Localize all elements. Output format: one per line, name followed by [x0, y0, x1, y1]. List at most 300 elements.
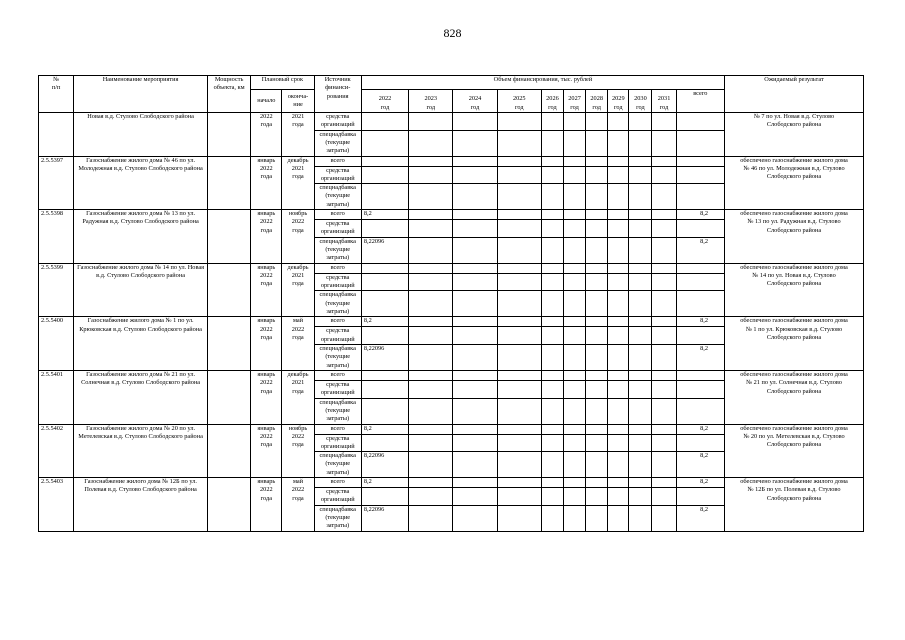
amount-year	[586, 370, 608, 380]
amount-year	[652, 505, 676, 531]
amount-year	[497, 370, 541, 380]
amount-year	[453, 273, 497, 291]
amount-year	[409, 434, 453, 452]
amount-year	[629, 317, 652, 327]
amount-year	[409, 156, 453, 166]
amount-year	[497, 130, 541, 156]
amount-2022: 8,22096	[361, 505, 408, 531]
table-row	[39, 478, 864, 488]
period-start: 2022 года	[251, 113, 282, 157]
amount-year	[541, 505, 563, 531]
header-year: 2031 год	[652, 90, 676, 113]
amount-year	[586, 210, 608, 220]
amount-year	[409, 113, 453, 131]
amount-year	[453, 291, 497, 317]
amount-year	[652, 398, 676, 424]
amount-year	[608, 184, 629, 210]
amount-2022	[361, 398, 408, 424]
header-num: № п/п	[39, 76, 74, 113]
amount-year	[608, 478, 629, 488]
amount-year	[564, 237, 586, 263]
amount-year	[652, 237, 676, 263]
amount-year	[564, 166, 586, 184]
period-start: январь 2022 года	[251, 156, 282, 210]
amount-year	[541, 291, 563, 317]
amount-year	[586, 344, 608, 370]
amount-year	[564, 156, 586, 166]
header-result: Ожидаемый результат	[725, 76, 864, 113]
amount-year	[409, 344, 453, 370]
amount-year	[453, 156, 497, 166]
amount-year	[652, 210, 676, 220]
amount-year	[541, 398, 563, 424]
amount-year	[453, 317, 497, 327]
amount-year	[453, 263, 497, 273]
amount-year	[409, 130, 453, 156]
amount-year	[629, 478, 652, 488]
amount-year	[453, 220, 497, 238]
amount-year	[629, 237, 652, 263]
amount-year	[586, 184, 608, 210]
amount-year	[608, 237, 629, 263]
amount-year	[652, 478, 676, 488]
funding-source: спецнадбавка (текущие затраты)	[314, 344, 361, 370]
amount-2022	[361, 327, 408, 345]
amount-year	[564, 434, 586, 452]
amount-year	[586, 398, 608, 424]
amount-year	[608, 166, 629, 184]
funding-source: спецнадбавка (текущие затраты)	[314, 291, 361, 317]
amount-year	[453, 166, 497, 184]
amount-year	[497, 398, 541, 424]
event-name: Газоснабжение жилого дома № 20 по ул. Метелевская в.д. Стулово Слободского района	[74, 424, 208, 478]
event-name: Газоснабжение жилого дома № 14 по ул. Новая в.д. Стулово Слободского района	[74, 263, 208, 317]
amount-year	[586, 488, 608, 506]
event-name: Газоснабжение жилого дома № 21 по ул. Солнечная в.д. Стулово Слободского района	[74, 370, 208, 424]
amount-year	[409, 263, 453, 273]
period-start: январь 2022 года	[251, 370, 282, 424]
funding-source: средства организаций	[314, 273, 361, 291]
funding-source: спецнадбавка (текущие затраты)	[314, 505, 361, 531]
amount-year	[652, 184, 676, 210]
amount-year	[453, 452, 497, 478]
amount-year	[586, 505, 608, 531]
table-row	[39, 263, 864, 273]
amount-year	[409, 452, 453, 478]
period-start: январь 2022 года	[251, 424, 282, 478]
amount-year	[608, 370, 629, 380]
amount-total	[676, 184, 724, 210]
amount-total: 8,2	[676, 505, 724, 531]
amount-year	[453, 113, 497, 131]
header-year: 2023 год	[409, 90, 453, 113]
header-year: 2028 год	[586, 90, 608, 113]
funding-source: средства организаций	[314, 220, 361, 238]
amount-year	[608, 488, 629, 506]
header-period-end: оконча- ние	[282, 90, 314, 113]
amount-year	[586, 273, 608, 291]
period-end: ноябрь 2022 года	[282, 210, 314, 264]
amount-year	[586, 327, 608, 345]
amount-total	[676, 273, 724, 291]
amount-year	[497, 184, 541, 210]
amount-year	[586, 220, 608, 238]
amount-year	[453, 237, 497, 263]
period-end: май 2022 года	[282, 478, 314, 532]
amount-year	[629, 220, 652, 238]
amount-year	[409, 210, 453, 220]
amount-year	[586, 424, 608, 434]
period-end: ноябрь 2022 года	[282, 424, 314, 478]
amount-2022: 8,2	[361, 210, 408, 220]
amount-year	[629, 130, 652, 156]
amount-total: 8,2	[676, 478, 724, 488]
amount-year	[586, 166, 608, 184]
amount-2022: 8,22096	[361, 452, 408, 478]
page-number: 828	[443, 26, 462, 40]
amount-year	[453, 184, 497, 210]
amount-year	[652, 452, 676, 478]
amount-year	[497, 434, 541, 452]
amount-2022: 8,2	[361, 478, 408, 488]
amount-year	[586, 237, 608, 263]
amount-year	[629, 210, 652, 220]
period-end: декабрь 2021 года	[282, 370, 314, 424]
amount-year	[453, 380, 497, 398]
amount-year	[453, 344, 497, 370]
amount-total: 8,2	[676, 452, 724, 478]
funding-source: средства организаций	[314, 488, 361, 506]
header-year: 2026 год	[541, 90, 563, 113]
amount-2022	[361, 166, 408, 184]
table-row	[39, 113, 864, 131]
amount-year	[608, 434, 629, 452]
table-row	[39, 424, 864, 434]
amount-year	[453, 210, 497, 220]
amount-year	[541, 273, 563, 291]
amount-total	[676, 263, 724, 273]
amount-year	[652, 434, 676, 452]
amount-year	[608, 113, 629, 131]
amount-year	[608, 156, 629, 166]
amount-year	[541, 166, 563, 184]
header-period-start: начало	[251, 90, 282, 113]
funding-source: средства организаций	[314, 166, 361, 184]
amount-year	[409, 220, 453, 238]
table-row	[39, 317, 864, 327]
amount-2022: 8,22096	[361, 344, 408, 370]
amount-year	[564, 344, 586, 370]
amount-2022	[361, 434, 408, 452]
amount-year	[608, 291, 629, 317]
amount-2022	[361, 113, 408, 131]
amount-total	[676, 434, 724, 452]
amount-year	[652, 166, 676, 184]
row-number: 2.5.5398	[39, 210, 74, 264]
amount-year	[652, 380, 676, 398]
amount-year	[453, 434, 497, 452]
amount-year	[564, 184, 586, 210]
amount-year	[652, 156, 676, 166]
amount-year	[652, 317, 676, 327]
amount-total	[676, 220, 724, 238]
amount-year	[564, 478, 586, 488]
table-row	[39, 370, 864, 380]
amount-year	[586, 452, 608, 478]
amount-total	[676, 113, 724, 131]
financing-table	[38, 75, 864, 532]
amount-year	[541, 156, 563, 166]
amount-year	[541, 370, 563, 380]
amount-year	[564, 398, 586, 424]
table-row	[39, 156, 864, 166]
amount-year	[629, 380, 652, 398]
row-number: 2.5.5401	[39, 370, 74, 424]
amount-year	[586, 478, 608, 488]
period-start: январь 2022 года	[251, 478, 282, 532]
capacity	[207, 370, 250, 424]
amount-year	[541, 113, 563, 131]
amount-total	[676, 370, 724, 380]
amount-year	[497, 452, 541, 478]
amount-year	[652, 370, 676, 380]
amount-year	[629, 166, 652, 184]
amount-year	[453, 370, 497, 380]
header-year: 2030 год	[629, 90, 652, 113]
funding-source: всего	[314, 156, 361, 166]
row-number	[39, 113, 74, 157]
amount-year	[608, 130, 629, 156]
amount-2022	[361, 273, 408, 291]
amount-year	[541, 130, 563, 156]
funding-source: всего	[314, 263, 361, 273]
amount-year	[409, 424, 453, 434]
header-name: Наименование мероприятия	[74, 76, 208, 113]
amount-year	[564, 370, 586, 380]
funding-source: спецнадбавка (текущие затраты)	[314, 452, 361, 478]
row-number: 2.5.5400	[39, 317, 74, 371]
amount-year	[629, 263, 652, 273]
header-period: Плановый срок	[251, 76, 314, 90]
amount-year	[586, 380, 608, 398]
amount-year	[652, 424, 676, 434]
amount-year	[564, 452, 586, 478]
amount-total	[676, 291, 724, 317]
amount-year	[652, 130, 676, 156]
amount-total	[676, 166, 724, 184]
amount-year	[409, 327, 453, 345]
amount-year	[608, 327, 629, 345]
amount-year	[564, 113, 586, 131]
amount-year	[652, 327, 676, 345]
amount-year	[564, 317, 586, 327]
amount-year	[409, 398, 453, 424]
amount-year	[652, 263, 676, 273]
amount-year	[564, 327, 586, 345]
period-start: январь 2022 года	[251, 317, 282, 371]
amount-year	[629, 452, 652, 478]
amount-year	[409, 291, 453, 317]
amount-year	[541, 210, 563, 220]
amount-year	[564, 291, 586, 317]
amount-year	[629, 291, 652, 317]
event-name: Газоснабжение жилого дома № 13 по ул. Радужная в.д. Стулово Слободского района	[74, 210, 208, 264]
amount-total	[676, 156, 724, 166]
event-name: Газоснабжение жилого дома № 12Б по ул. Полевая в.д. Стулово Слободского района	[74, 478, 208, 532]
amount-year	[541, 488, 563, 506]
amount-year	[586, 434, 608, 452]
amount-total: 8,2	[676, 317, 724, 327]
funding-source: спецнадбавка (текущие затраты)	[314, 184, 361, 210]
amount-year	[586, 113, 608, 131]
amount-year	[586, 130, 608, 156]
header-year: 2027 год	[564, 90, 586, 113]
amount-year	[564, 220, 586, 238]
capacity	[207, 424, 250, 478]
amount-2022: 8,2	[361, 424, 408, 434]
amount-year	[608, 344, 629, 370]
amount-year	[629, 184, 652, 210]
amount-year	[541, 220, 563, 238]
amount-year	[608, 424, 629, 434]
amount-year	[629, 344, 652, 370]
period-end: май 2022 года	[282, 317, 314, 371]
amount-year	[453, 478, 497, 488]
amount-year	[608, 210, 629, 220]
amount-year	[453, 130, 497, 156]
event-name: Газоснабжение жилого дома № 46 по ул. Молодежная в.д. Стулово Слободского района	[74, 156, 208, 210]
amount-year	[629, 398, 652, 424]
amount-year	[409, 237, 453, 263]
amount-year	[652, 113, 676, 131]
amount-year	[608, 263, 629, 273]
row-number: 2.5.5402	[39, 424, 74, 478]
amount-year	[409, 317, 453, 327]
amount-year	[497, 263, 541, 273]
amount-year	[541, 237, 563, 263]
amount-year	[564, 210, 586, 220]
amount-year	[564, 488, 586, 506]
funding-source: спецнадбавка (текущие затраты)	[314, 398, 361, 424]
amount-year	[629, 113, 652, 131]
amount-year	[652, 273, 676, 291]
amount-year	[586, 156, 608, 166]
amount-year	[652, 488, 676, 506]
amount-year	[541, 184, 563, 210]
amount-year	[453, 505, 497, 531]
amount-year	[629, 505, 652, 531]
funding-source: спецнадбавка (текущие затраты)	[314, 237, 361, 263]
amount-2022: 8,2	[361, 317, 408, 327]
expected-result: обеспечено газоснабжение жилого дома № 12Б по ул. Полевая в.д. Стулово Слободского района	[725, 478, 864, 532]
amount-year	[453, 488, 497, 506]
row-number: 2.5.5397	[39, 156, 74, 210]
amount-2022	[361, 380, 408, 398]
amount-total: 8,2	[676, 237, 724, 263]
amount-year	[564, 380, 586, 398]
amount-year	[541, 424, 563, 434]
funding-source: средства организаций	[314, 113, 361, 131]
amount-year	[497, 317, 541, 327]
funding-source: спецнадбавка (текущие затраты)	[314, 130, 361, 156]
amount-year	[652, 220, 676, 238]
amount-year	[497, 327, 541, 345]
amount-year	[497, 291, 541, 317]
header-source: Источник финанси- рования	[314, 76, 361, 113]
expected-result: обеспечено газоснабжение жилого дома № 13 по ул. Радужная в.д. Стулово Слободского района	[725, 210, 864, 264]
funding-source: всего	[314, 317, 361, 327]
amount-total	[676, 488, 724, 506]
amount-total	[676, 130, 724, 156]
expected-result: обеспечено газоснабжение жилого дома № 46 по ул. Молодежная в.д. Стулово Слободского района	[725, 156, 864, 210]
row-number: 2.5.5399	[39, 263, 74, 317]
amount-year	[409, 380, 453, 398]
header-row	[39, 76, 864, 90]
funding-source: всего	[314, 210, 361, 220]
capacity	[207, 263, 250, 317]
header-year: 2024 год	[453, 90, 497, 113]
amount-year	[409, 478, 453, 488]
amount-year	[497, 344, 541, 370]
event-name: Газоснабжение жилого дома № 1 по ул. Крюковская в.д. Стулово Слободского района	[74, 317, 208, 371]
amount-2022	[361, 156, 408, 166]
header-financing: Объем финансирования, тыс. рублей	[361, 76, 724, 90]
amount-year	[608, 273, 629, 291]
amount-year	[608, 220, 629, 238]
amount-year	[497, 488, 541, 506]
amount-year	[541, 327, 563, 345]
amount-year	[652, 291, 676, 317]
amount-total	[676, 398, 724, 424]
funding-source: всего	[314, 424, 361, 434]
amount-year	[541, 344, 563, 370]
amount-year	[608, 452, 629, 478]
amount-year	[541, 380, 563, 398]
amount-year	[409, 488, 453, 506]
amount-year	[629, 488, 652, 506]
amount-year	[629, 424, 652, 434]
amount-year	[497, 113, 541, 131]
header-year: 2029 год	[608, 90, 629, 113]
funding-source: средства организаций	[314, 327, 361, 345]
amount-2022	[361, 130, 408, 156]
amount-year	[564, 505, 586, 531]
amount-year	[497, 237, 541, 263]
period-end: 2021 года	[282, 113, 314, 157]
expected-result: обеспечено газоснабжение жилого дома № 14 по ул. Новая в.д. Стулово Слободского района	[725, 263, 864, 317]
event-name: Новая в.д. Стулово Слободского района	[74, 113, 208, 157]
period-end: декабрь 2021 года	[282, 263, 314, 317]
header-year: 2022 год	[361, 90, 408, 113]
amount-year	[453, 327, 497, 345]
amount-year	[608, 380, 629, 398]
amount-total: 8,2	[676, 344, 724, 370]
funding-source: всего	[314, 370, 361, 380]
amount-year	[497, 478, 541, 488]
table-row	[39, 210, 864, 220]
amount-year	[629, 370, 652, 380]
period-start: январь 2022 года	[251, 263, 282, 317]
funding-source: средства организаций	[314, 434, 361, 452]
header-year: 2025 год	[497, 90, 541, 113]
amount-year	[608, 398, 629, 424]
amount-year	[541, 434, 563, 452]
amount-2022: 8,22096	[361, 237, 408, 263]
amount-total	[676, 380, 724, 398]
amount-year	[497, 505, 541, 531]
amount-year	[497, 273, 541, 291]
amount-year	[497, 156, 541, 166]
